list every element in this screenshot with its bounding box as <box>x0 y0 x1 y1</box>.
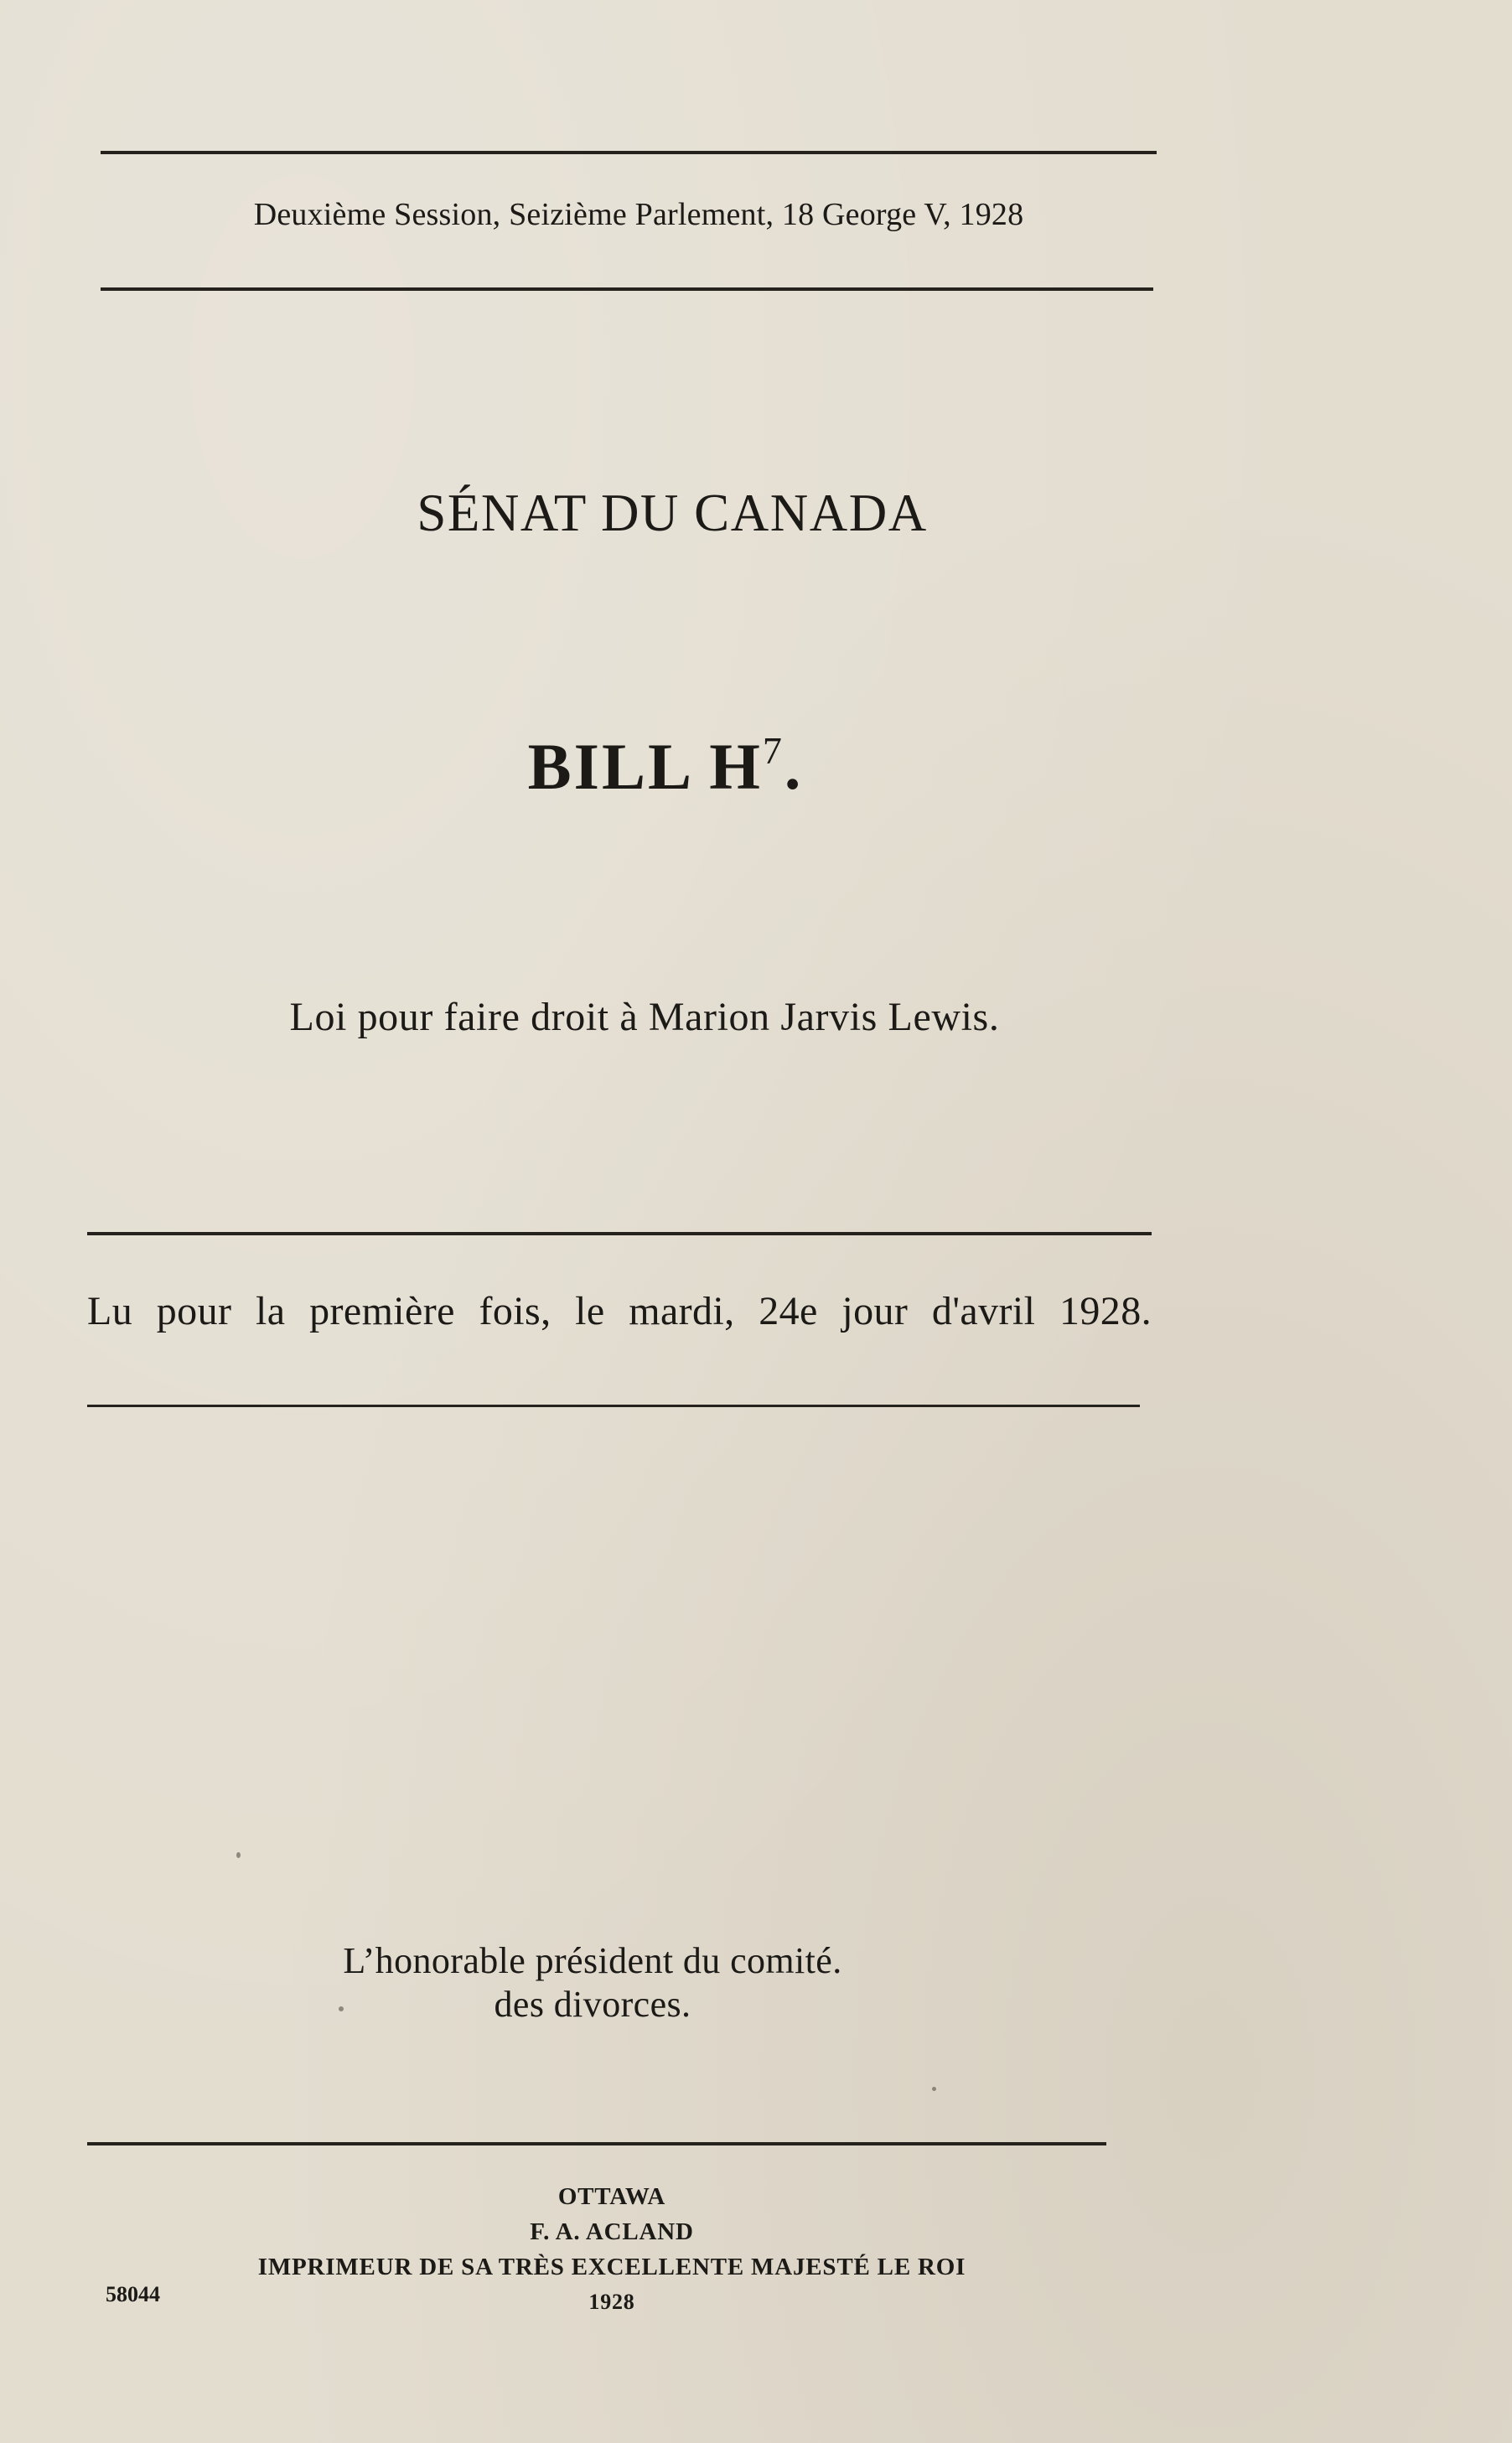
sponsor-block <box>0 1939 1185 2026</box>
imprint-city: OTTAWA <box>557 2183 666 2210</box>
bill-suffix: . <box>784 730 804 803</box>
bill-label: BILL H <box>527 730 763 803</box>
imprint-title: IMPRIMEUR DE SA TRÈS EXCELLENTE MAJESTÉ LE ROI <box>257 2254 966 2280</box>
session-line: Deuxième Session, Seizième Parlement, 18 George V, 1928 <box>253 197 1024 232</box>
paper-speck <box>932 2087 936 2091</box>
imprint-year: 1928 <box>588 2290 635 2314</box>
imprint-printer: F. A. ACLAND <box>530 2218 694 2245</box>
bill-superscript: 7 <box>762 729 784 772</box>
top-rule-lower <box>101 287 1153 291</box>
paper-speck <box>236 1852 241 1858</box>
sponsor-line-1: L’honorable président du comité. <box>343 1940 842 1981</box>
bottom-rule <box>87 2142 1106 2145</box>
paper-speck <box>339 2006 344 2011</box>
top-rule <box>101 151 1157 154</box>
job-number: 58044 <box>106 2282 160 2306</box>
act-title: Loi pour faire droit à Marion Jarvis Lewis. <box>289 995 1000 1039</box>
mid-rule-lower <box>87 1405 1140 1407</box>
printer-imprint <box>0 2179 1224 2320</box>
mid-rule-upper <box>87 1232 1152 1235</box>
senate-heading: SÉNAT DU CANADA <box>417 484 928 542</box>
bill-number <box>0 729 1331 805</box>
sponsor-line-2: des divorces. <box>494 1984 691 2025</box>
first-reading-line: Lu pour la première fois, le mardi, 24e jour d'avril 1928. <box>87 1289 1152 1333</box>
